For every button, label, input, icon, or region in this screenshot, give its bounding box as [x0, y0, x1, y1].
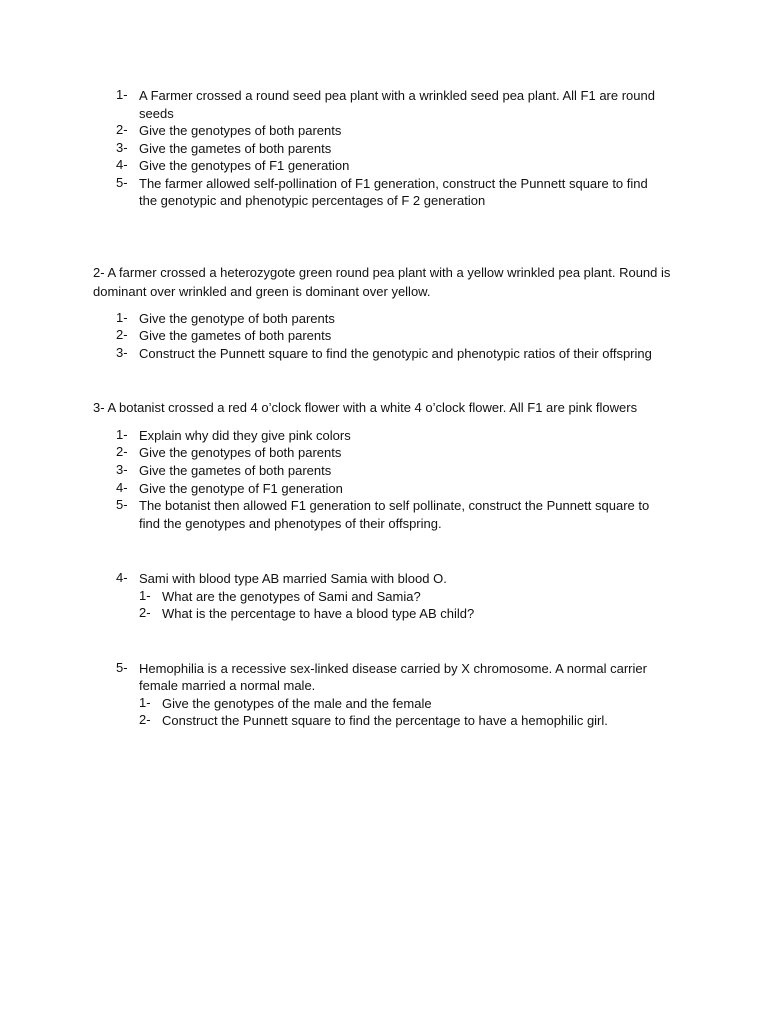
question-intro: 2- A farmer crossed a heterozygote green round pea plant with a yellow wrinkled pea plant. Round is — [93, 265, 671, 280]
sub-list-item: Give the genotypes of the male and the female — [162, 696, 432, 711]
question-intro-continuation: dominant over wrinkled and green is dominant over yellow. — [93, 284, 431, 299]
list-item: Construct the Punnett square to find the genotypic and phenotypic ratios of their offspring — [139, 346, 652, 361]
list-number: 5- — [116, 497, 128, 512]
list-number: 5- — [116, 660, 128, 675]
list-number: 5- — [116, 175, 128, 190]
list-item-continuation: female married a normal male. — [139, 678, 316, 693]
list-number: 3- — [116, 462, 128, 477]
list-item: Give the gametes of both parents — [139, 463, 332, 478]
sub-list-item: What are the genotypes of Sami and Samia? — [162, 589, 421, 604]
list-item: Give the gametes of both parents — [139, 328, 332, 343]
list-number: 3- — [116, 345, 128, 360]
list-item: The farmer allowed self-pollination of F1 generation, construct the Punnett square to find — [139, 176, 648, 191]
list-item: A Farmer crossed a round seed pea plant with a wrinkled seed pea plant. All F1 are round — [139, 88, 655, 103]
list-item: Give the genotypes of both parents — [139, 445, 342, 460]
list-number: 3- — [116, 140, 128, 155]
list-number: 1- — [116, 87, 128, 102]
list-number: 1- — [116, 310, 128, 325]
list-number: 4- — [116, 570, 128, 585]
list-number: 4- — [116, 157, 128, 172]
list-number: 1- — [116, 427, 128, 442]
sub-list-item: What is the percentage to have a blood type AB child? — [162, 606, 475, 621]
list-item: The botanist then allowed F1 generation to self pollinate, construct the Punnett square to — [139, 498, 650, 513]
list-number: 2- — [116, 444, 128, 459]
sub-list-number: 2- — [139, 712, 151, 727]
list-item: Give the genotype of both parents — [139, 311, 335, 326]
sub-list-number: 1- — [139, 695, 151, 710]
list-item: Give the gametes of both parents — [139, 141, 332, 156]
list-item: Hemophilia is a recessive sex-linked disease carried by X chromosome. A normal carrier — [139, 661, 647, 676]
list-number: 4- — [116, 480, 128, 495]
list-item-continuation: find the genotypes and phenotypes of their offspring. — [139, 516, 442, 531]
list-item-continuation: the genotypic and phenotypic percentages of F 2 generation — [139, 193, 486, 208]
list-item: Give the genotypes of F1 generation — [139, 158, 350, 173]
list-item-continuation: seeds — [139, 106, 174, 121]
list-item: Sami with blood type AB married Samia with blood O. — [139, 571, 447, 586]
sub-list-number: 2- — [139, 605, 151, 620]
sub-list-number: 1- — [139, 588, 151, 603]
sub-list-item: Construct the Punnett square to find the percentage to have a hemophilic girl. — [162, 713, 608, 728]
list-number: 2- — [116, 122, 128, 137]
list-item: Explain why did they give pink colors — [139, 428, 351, 443]
list-number: 2- — [116, 327, 128, 342]
list-item: Give the genotypes of both parents — [139, 123, 342, 138]
question-intro: 3- A botanist crossed a red 4 o’clock flower with a white 4 o’clock flower. All F1 are pink flowers — [93, 400, 638, 415]
list-item: Give the genotype of F1 generation — [139, 481, 343, 496]
